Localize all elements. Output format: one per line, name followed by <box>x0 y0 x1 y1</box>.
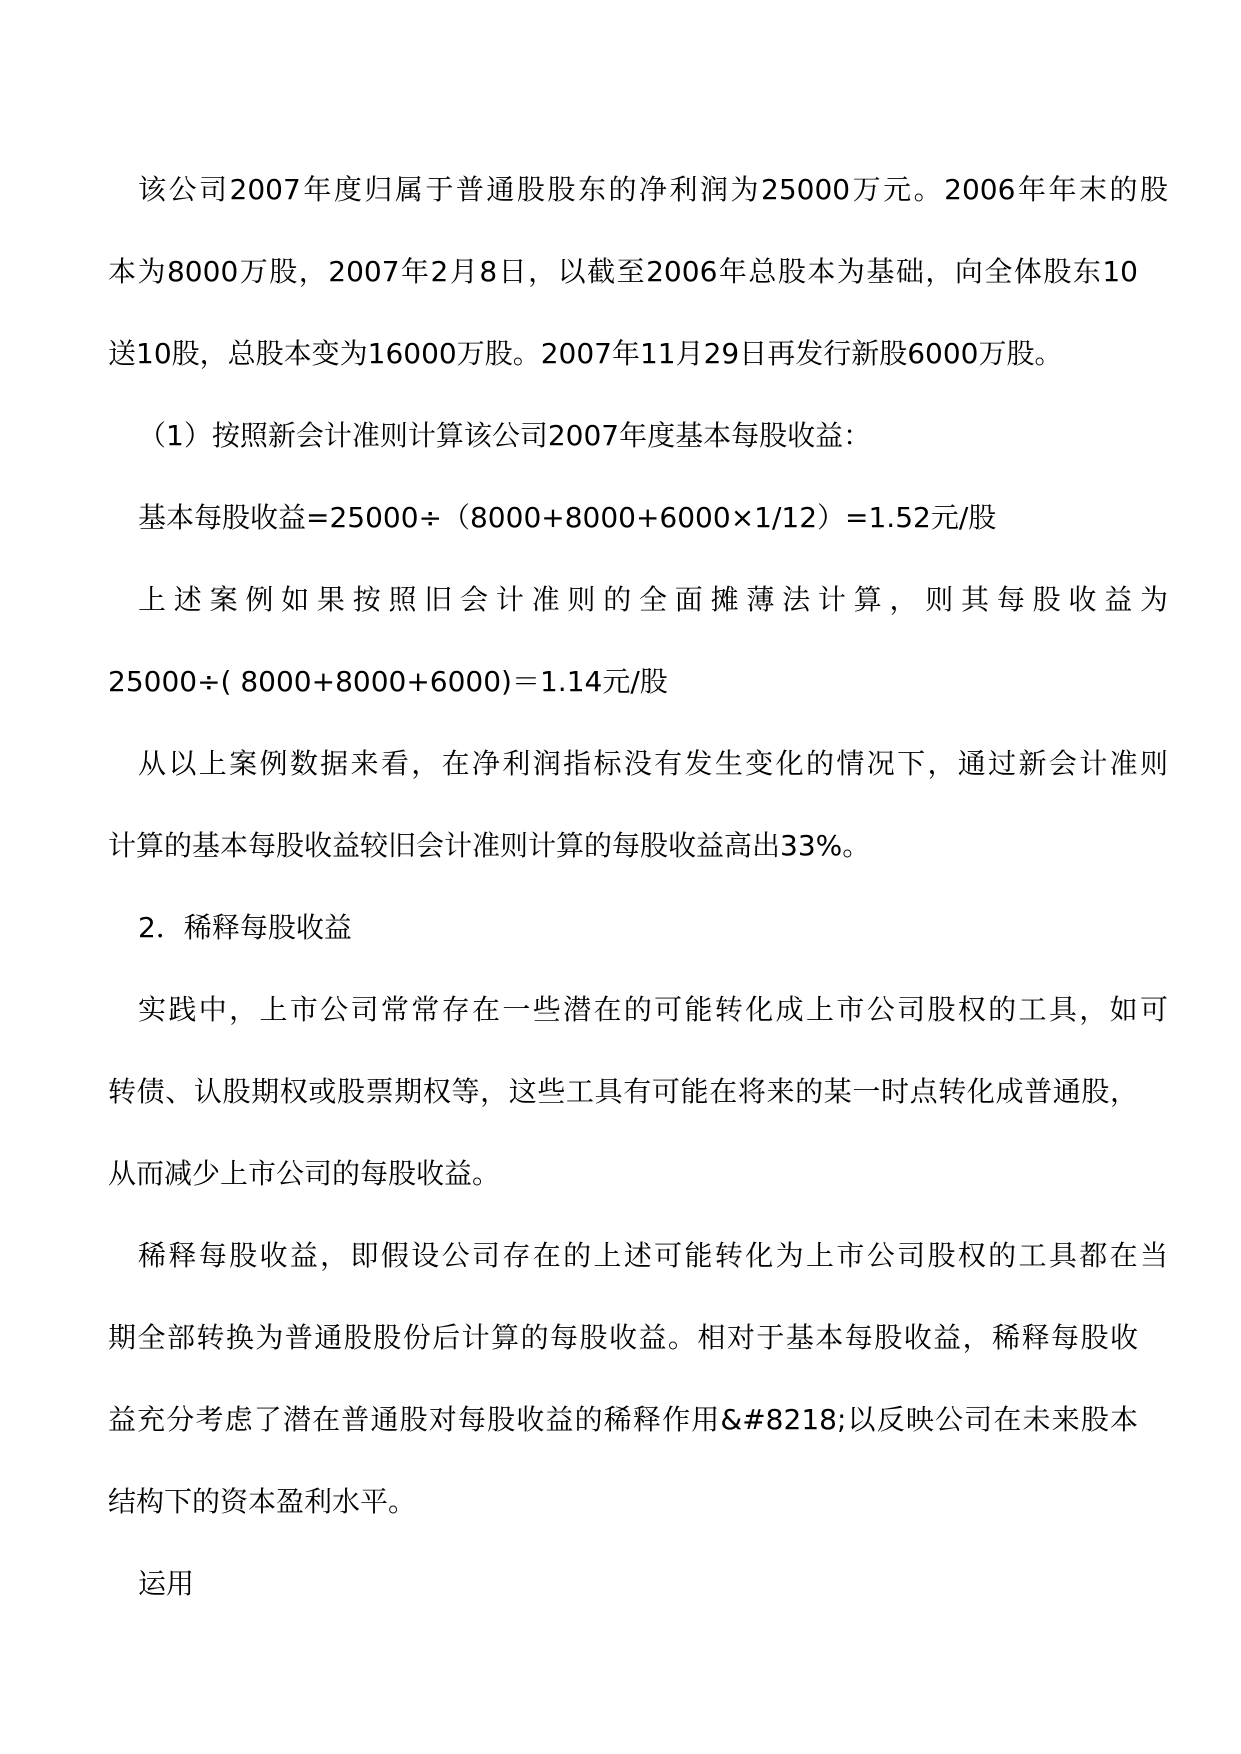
paragraph-line: 结构下的资本盈利水平。 <box>108 1485 417 1518</box>
section-heading: 2．稀释每股收益 <box>138 911 352 944</box>
paragraph-line: 计算的基本每股收益较旧会计准则计算的每股收益高出33%。 <box>108 829 871 862</box>
paragraph-line: 运用 <box>138 1567 195 1600</box>
paragraph-line: 稀释每股收益，即假设公司存在的上述可能转化为上市公司股权的工具都在当 <box>138 1239 1168 1272</box>
paragraph-line: 期全部转换为普通股股份后计算的每股收益。相对于基本每股收益，稀释每股收 <box>108 1321 1138 1354</box>
formula-line: 25000÷( 8000+8000+6000)＝1.14元/股 <box>108 665 668 698</box>
paragraph-line: 实践中，上市公司常常存在一些潜在的可能转化成上市公司股权的工具，如可 <box>138 993 1168 1026</box>
paragraph-line: 从而减少上市公司的每股收益。 <box>108 1157 501 1190</box>
paragraph-line: 从以上案例数据来看，在净利润指标没有发生变化的情况下，通过新会计准则 <box>138 747 1168 780</box>
paragraph-line: 益充分考虑了潜在普通股对每股收益的稀释作用&#8218;以反映公司在未来股本 <box>108 1403 1138 1436</box>
paragraph-line: 该公司2007年度归属于普通股股东的净利润为25000万元。2006年年末的股 <box>138 173 1168 206</box>
paragraph-line: 上述案例如果按照旧会计准则的全面摊薄法计算，则其每股收益为 <box>138 583 1168 616</box>
paragraph-line: 本为8000万股，2007年2月8日，以截至2006年总股本为基础，向全体股东10 <box>108 255 1138 288</box>
paragraph-line: 转债、认股期权或股票期权等，这些工具有可能在将来的某一时点转化成普通股， <box>108 1075 1138 1108</box>
paragraph-line: （1）按照新会计准则计算该公司2007年度基本每股收益： <box>138 419 872 452</box>
paragraph-line: 送10股，总股本变为16000万股。2007年11月29日再发行新股6000万股。 <box>108 337 1063 370</box>
formula-line: 基本每股收益=25000÷（8000+8000+6000×1/12）=1.52元/股 <box>138 501 997 534</box>
